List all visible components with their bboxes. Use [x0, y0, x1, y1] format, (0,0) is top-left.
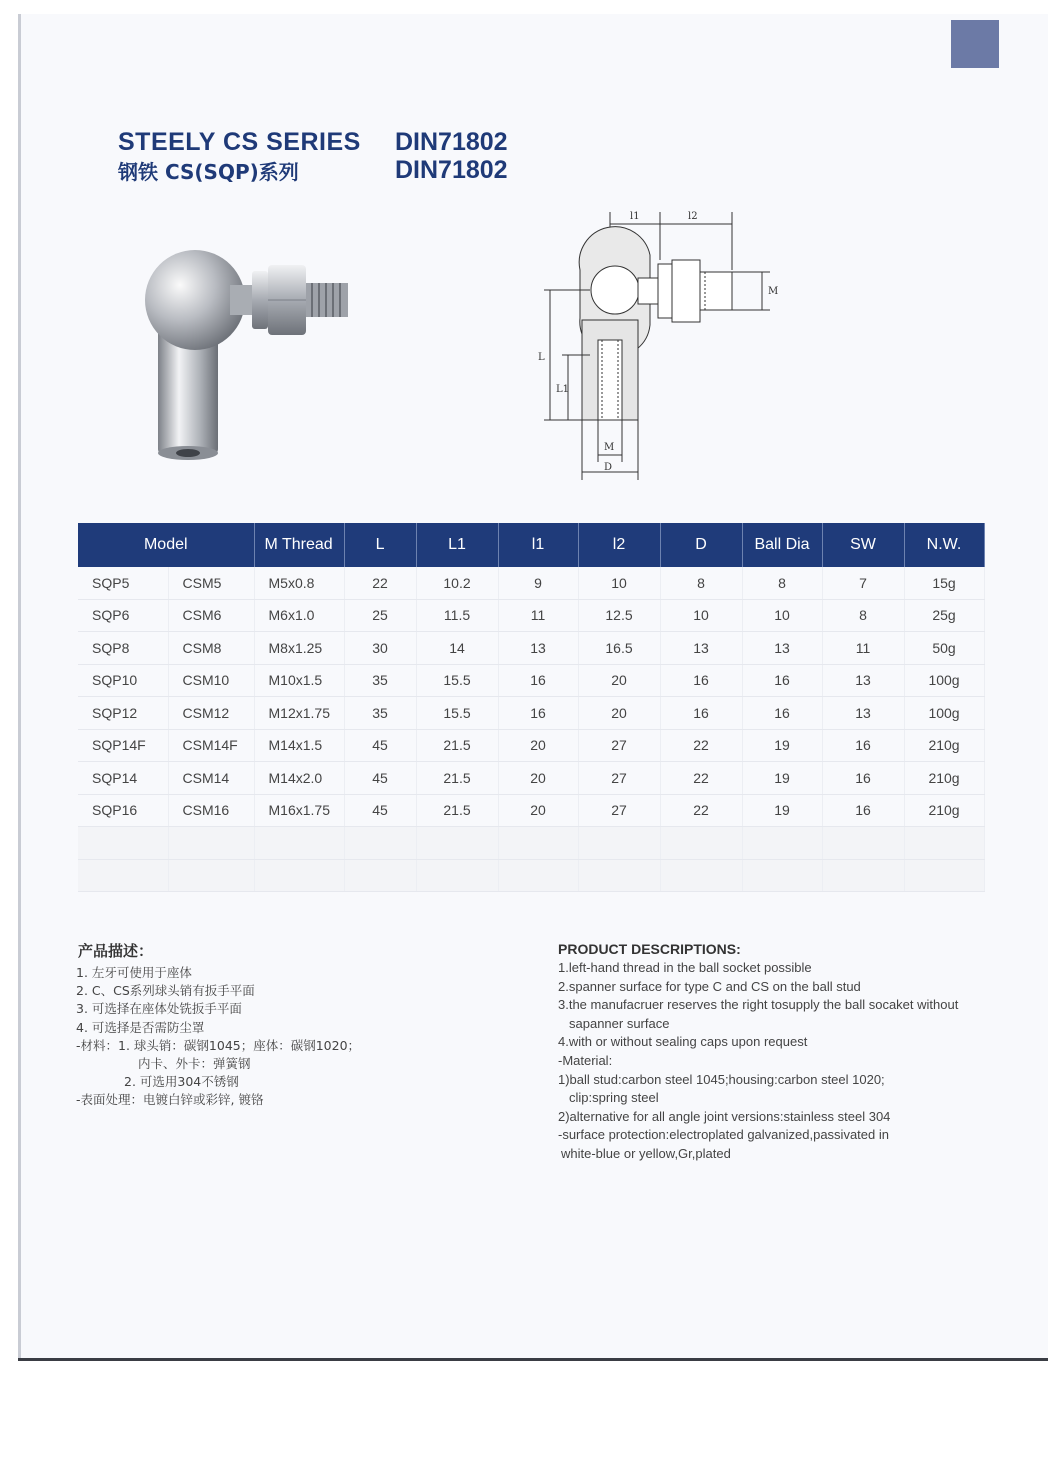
table-cell: M8x1.25	[254, 632, 344, 665]
table-cell: 10	[660, 599, 742, 632]
table-cell: 15.5	[416, 697, 498, 730]
table-cell: 12.5	[578, 599, 660, 632]
table-cell: 22	[660, 729, 742, 762]
table-cell: 20	[498, 762, 578, 795]
table-cell: 13	[660, 632, 742, 665]
product-photo	[140, 245, 370, 465]
spec-table	[78, 523, 985, 892]
table-cell: 16	[742, 664, 822, 697]
table-cell-empty	[660, 827, 742, 860]
table-cell: 8	[822, 599, 904, 632]
table-cell-empty	[254, 859, 344, 892]
table-cell-empty	[904, 859, 984, 892]
desc-en-line: -Material:	[558, 1052, 613, 1068]
table-cell: 13	[822, 697, 904, 730]
table-cell: 16.5	[578, 632, 660, 665]
table-cell: 27	[578, 762, 660, 795]
table-cell: 21.5	[416, 729, 498, 762]
desc-cn-list	[76, 964, 360, 1110]
table-cell: 13	[822, 664, 904, 697]
table-cell-empty	[498, 859, 578, 892]
table-cell: 16	[498, 697, 578, 730]
table-cell: CSM14F	[168, 729, 254, 762]
desc-cn-line: -表面处理：电镀白锌或彩锌, 镀铬	[76, 1092, 264, 1108]
table-cell: M14x2.0	[254, 762, 344, 795]
table-cell-empty	[498, 827, 578, 860]
table-cell: M12x1.75	[254, 697, 344, 730]
col-header-small-l2: l2	[578, 523, 660, 567]
table-cell: CSM8	[168, 632, 254, 665]
table-cell: 27	[578, 794, 660, 827]
table-cell: 45	[344, 794, 416, 827]
table-cell-empty	[416, 827, 498, 860]
table-cell-empty	[168, 859, 254, 892]
table-cell: 210g	[904, 762, 984, 795]
table-cell: M6x1.0	[254, 599, 344, 632]
table-cell: 16	[498, 664, 578, 697]
table-cell: SQP14	[78, 762, 168, 795]
table-cell: 16	[660, 697, 742, 730]
table-cell: 10	[578, 567, 660, 599]
table-row	[78, 762, 984, 795]
table-cell: CSM14	[168, 762, 254, 795]
desc-en-line: 2.spanner surface for type C and CS on the ball stud	[558, 978, 861, 994]
desc-en-line: 3.the manufacruer reserves the right tosupply the ball socaket without	[558, 997, 959, 1013]
col-header-l1: L1	[416, 523, 498, 567]
table-cell: M10x1.5	[254, 664, 344, 697]
table-cell: CSM10	[168, 664, 254, 697]
series-title-cn: 钢铁 CS(SQP)系列	[118, 160, 299, 184]
desc-en-line: 1.left-hand thread in the ball socket possible	[558, 960, 812, 975]
table-cell: 25	[344, 599, 416, 632]
table-cell: M14x1.5	[254, 729, 344, 762]
desc-cn-line: 1. 左牙可使用于座体	[76, 965, 192, 980]
table-row	[78, 794, 984, 827]
col-header-small-l1: l1	[498, 523, 578, 567]
table-cell-empty	[344, 859, 416, 892]
page-edge	[18, 14, 21, 1360]
table-cell-empty	[344, 827, 416, 860]
standard-code-cn: DIN71802	[395, 156, 508, 184]
table-cell-empty	[660, 859, 742, 892]
table-cell: M5x0.8	[254, 567, 344, 599]
desc-en-line: white-blue or yellow,Gr,plated	[561, 1145, 731, 1161]
desc-cn-line: 3. 可选择在座体处铣扳手平面	[76, 1001, 242, 1017]
desc-en-line: sapanner surface	[569, 1015, 670, 1031]
col-header-sw: SW	[822, 523, 904, 567]
series-title-en: STEELY CS SERIES	[118, 128, 361, 156]
table-cell: SQP5	[78, 567, 168, 599]
table-cell: CSM5	[168, 567, 254, 599]
table-cell: 22	[344, 567, 416, 599]
table-cell: 21.5	[416, 762, 498, 795]
table-cell-empty	[416, 859, 498, 892]
table-cell: SQP14F	[78, 729, 168, 762]
desc-en-line: 4.with or without sealing caps upon request	[558, 1034, 808, 1050]
table-cell-empty	[168, 827, 254, 860]
table-cell: CSM6	[168, 599, 254, 632]
table-cell: 45	[344, 762, 416, 795]
table-cell: 30	[344, 632, 416, 665]
table-cell-empty	[578, 827, 660, 860]
table-cell: 9	[498, 567, 578, 599]
table-row	[78, 729, 984, 762]
dim-l2-label: l2	[688, 211, 698, 222]
table-cell: CSM16	[168, 794, 254, 827]
desc-cn-title: 产品描述：	[78, 942, 154, 960]
desc-en-list	[558, 959, 998, 1164]
table-cell: 20	[498, 794, 578, 827]
table-cell: 19	[742, 729, 822, 762]
col-header-ball-dia: Ball Dia	[742, 523, 822, 567]
table-cell: 27	[578, 729, 660, 762]
table-cell: 11	[822, 632, 904, 665]
table-cell: 10	[742, 599, 822, 632]
dim-L1-label: L1	[556, 384, 570, 395]
table-row-empty	[78, 827, 984, 860]
desc-cn-line: 2. C、CS系列球头销有扳手平面	[76, 983, 255, 999]
table-cell-empty	[742, 827, 822, 860]
table-cell: 10.2	[416, 567, 498, 599]
table-cell: 100g	[904, 697, 984, 730]
desc-cn-line: -材料：1. 球头销：碳钢1045；座体：碳钢1020；	[76, 1037, 361, 1053]
desc-en-line: clip:spring steel	[569, 1090, 659, 1106]
table-cell: SQP6	[78, 599, 168, 632]
table-cell: 22	[660, 762, 742, 795]
table-header-row	[78, 523, 984, 567]
desc-cn-line: 内卡、外卡：弹簧钢	[138, 1056, 251, 1072]
table-cell: 8	[742, 567, 822, 599]
dim-L-label: L	[538, 352, 545, 363]
table-row-empty	[78, 859, 984, 892]
bottom-rule	[18, 1358, 1048, 1361]
table-cell-empty	[78, 859, 168, 892]
table-cell-empty	[254, 827, 344, 860]
desc-en-line: -surface protection:electroplated galvanized,passivated in	[558, 1127, 889, 1143]
table-cell: 13	[498, 632, 578, 665]
table-row	[78, 567, 984, 599]
table-body	[78, 567, 984, 892]
table-cell: 210g	[904, 729, 984, 762]
table-cell-empty	[822, 827, 904, 860]
table-row	[78, 697, 984, 730]
desc-cn-line: 4. 可选择是否需防尘罩	[76, 1019, 205, 1035]
table-row	[78, 599, 984, 632]
table-cell: SQP16	[78, 794, 168, 827]
table-cell: 20	[498, 729, 578, 762]
table-cell: 11	[498, 599, 578, 632]
table-cell: 11.5	[416, 599, 498, 632]
table-cell: 25g	[904, 599, 984, 632]
table-cell-empty	[578, 859, 660, 892]
dim-d-label: D	[604, 462, 613, 473]
corner-color-block	[951, 20, 999, 68]
table-cell: 45	[344, 729, 416, 762]
table-cell: SQP10	[78, 664, 168, 697]
table-cell: 16	[660, 664, 742, 697]
col-header-m-thread: M Thread	[254, 523, 344, 567]
table-cell: 20	[578, 664, 660, 697]
technical-drawing	[530, 200, 800, 485]
table-cell: 50g	[904, 632, 984, 665]
desc-cn-line: 2. 可选用304不锈钢	[124, 1074, 239, 1090]
table-cell: 16	[822, 729, 904, 762]
table-cell: CSM12	[168, 697, 254, 730]
col-header-nw: N.W.	[904, 523, 984, 567]
col-header-d: D	[660, 523, 742, 567]
dim-m-bottom-label: M	[604, 442, 615, 453]
table-cell: 35	[344, 664, 416, 697]
table-cell: 210g	[904, 794, 984, 827]
desc-en-line: 1)ball stud:carbon steel 1045;housing:carbon steel 1020;	[558, 1071, 885, 1087]
table-cell: 100g	[904, 664, 984, 697]
table-cell: 16	[822, 794, 904, 827]
table-cell-empty	[742, 859, 822, 892]
col-header-model: Model	[78, 523, 254, 567]
standard-code: DIN71802	[395, 128, 508, 156]
dim-l1-label: l1	[630, 211, 640, 222]
table-row	[78, 664, 984, 697]
dim-m-label: M	[768, 286, 779, 297]
desc-en-title: PRODUCT DESCRIPTIONS:	[558, 941, 741, 957]
table-cell: 22	[660, 794, 742, 827]
table-cell: 7	[822, 567, 904, 599]
col-header-l: L	[344, 523, 416, 567]
table-cell: 16	[742, 697, 822, 730]
table-cell: 19	[742, 762, 822, 795]
table-cell: 20	[578, 697, 660, 730]
table-cell: 13	[742, 632, 822, 665]
table-cell: 14	[416, 632, 498, 665]
table-cell: SQP12	[78, 697, 168, 730]
table-cell: 19	[742, 794, 822, 827]
desc-en-line: 2)alternative for all angle joint versions:stainless steel 304	[558, 1108, 891, 1124]
table-cell: 35	[344, 697, 416, 730]
table-cell: M16x1.75	[254, 794, 344, 827]
table-row	[78, 632, 984, 665]
table-cell: 15g	[904, 567, 984, 599]
table-cell-empty	[822, 859, 904, 892]
table-cell: 21.5	[416, 794, 498, 827]
table-cell-empty	[904, 827, 984, 860]
table-cell-empty	[78, 827, 168, 860]
table-cell: 16	[822, 762, 904, 795]
table-cell: SQP8	[78, 632, 168, 665]
table-cell: 15.5	[416, 664, 498, 697]
table-cell: 8	[660, 567, 742, 599]
